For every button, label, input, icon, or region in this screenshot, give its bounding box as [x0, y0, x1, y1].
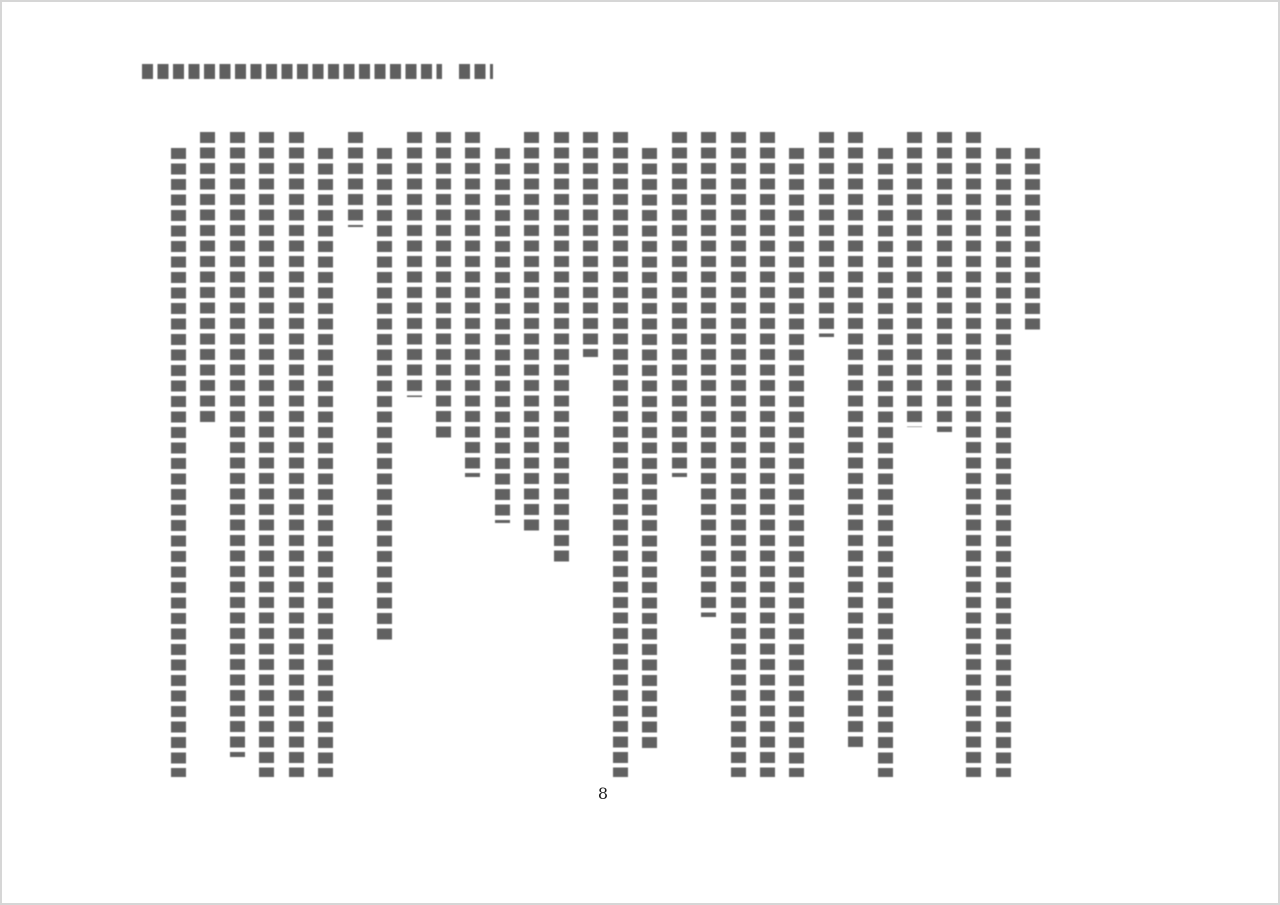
text-line-redacted — [495, 148, 510, 523]
text-line-redacted — [819, 132, 834, 337]
text-line-redacted — [554, 132, 569, 562]
text-line-redacted — [701, 132, 716, 617]
text-line-redacted — [966, 132, 981, 777]
text-line-redacted — [672, 132, 687, 477]
header-title-segment-redacted — [459, 64, 493, 79]
text-line-redacted — [407, 132, 422, 397]
text-line-redacted — [318, 148, 333, 777]
text-line-redacted — [760, 132, 775, 777]
text-line-redacted — [937, 132, 952, 432]
text-line-redacted — [789, 148, 804, 777]
text-line-redacted — [200, 132, 215, 422]
text-line-redacted — [996, 148, 1011, 777]
text-line-redacted — [171, 148, 186, 777]
text-line-redacted — [436, 132, 451, 442]
text-line-redacted — [348, 132, 363, 227]
text-line-redacted — [377, 148, 392, 643]
text-line-redacted — [230, 132, 245, 757]
header-title-segment-redacted — [142, 64, 442, 79]
text-line-redacted — [583, 132, 598, 357]
text-line-redacted — [289, 132, 304, 777]
text-line-redacted — [613, 132, 628, 777]
text-line-redacted — [1025, 148, 1040, 333]
text-line-redacted — [731, 132, 746, 777]
text-line-redacted — [848, 132, 863, 747]
text-line-redacted — [524, 132, 539, 532]
page-number: 8 — [597, 784, 609, 803]
text-line-redacted — [907, 132, 922, 427]
text-line-redacted — [259, 132, 274, 777]
text-line-redacted — [642, 148, 657, 748]
text-line-redacted — [878, 148, 893, 777]
text-line-redacted — [465, 132, 480, 477]
